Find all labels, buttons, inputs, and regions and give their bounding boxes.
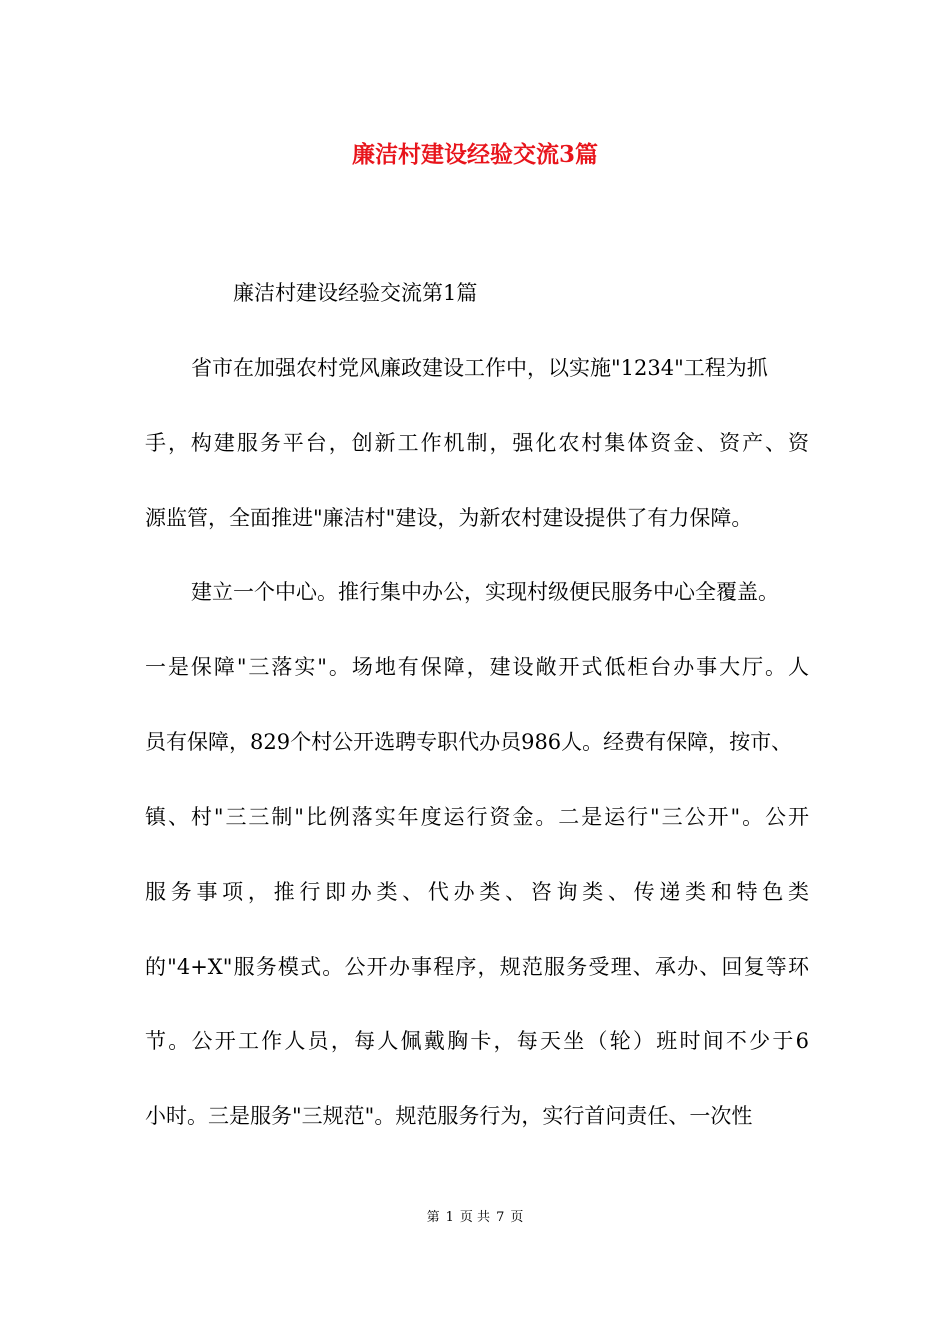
- document-title: 廉洁村建设经验交流3篇: [351, 141, 598, 168]
- footer-total-pages: 7: [496, 1210, 505, 1225]
- body-line-6: 员有保障，829个村公开选聘专职代办员986人。经费有保障，按市、: [145, 730, 793, 754]
- body-line-8: 服务事项，推行即办类、代办类、咨询类、传递类和特色类: [145, 880, 809, 904]
- page-footer: [0, 1208, 950, 1228]
- footer-prefix: 第: [426, 1210, 440, 1225]
- footer-middle: 页 共: [459, 1210, 491, 1225]
- body-line-9: 的"4+X"服务模式。公开办事程序，规范服务受理、承办、回复等环: [145, 955, 809, 979]
- footer-page-number: 1: [445, 1210, 454, 1225]
- body-line-3: 源监管，全面推进"廉洁村"建设，为新农村建设提供了有力保障。: [145, 506, 753, 530]
- body-line-5: 一是保障"三落实"。场地有保障，建设敞开式低柜台办事大厅。人: [145, 655, 809, 679]
- body-line-7: 镇、村"三三制"比例落实年度运行资金。二是运行"三公开"。公开: [145, 805, 809, 829]
- body-line-1: 省市在加强农村党风廉政建设工作中，以实施"1234"工程为抓: [191, 356, 768, 380]
- section-heading: 廉洁村建设经验交流第1篇: [233, 281, 478, 305]
- body-line-2: 手，构建服务平台，创新工作机制，强化农村集体资金、资产、资: [145, 431, 809, 455]
- footer-suffix: 页: [510, 1210, 524, 1225]
- body-line-11: 小时。三是服务"三规范"。规范服务行为，实行首问责任、一次性: [145, 1104, 753, 1128]
- body-line-10: 节。公开工作人员，每人佩戴胸卡，每天坐（轮）班时间不少于6: [145, 1029, 809, 1053]
- body-line-4: 建立一个中心。推行集中办公，实现村级便民服务中心全覆盖。: [191, 580, 779, 604]
